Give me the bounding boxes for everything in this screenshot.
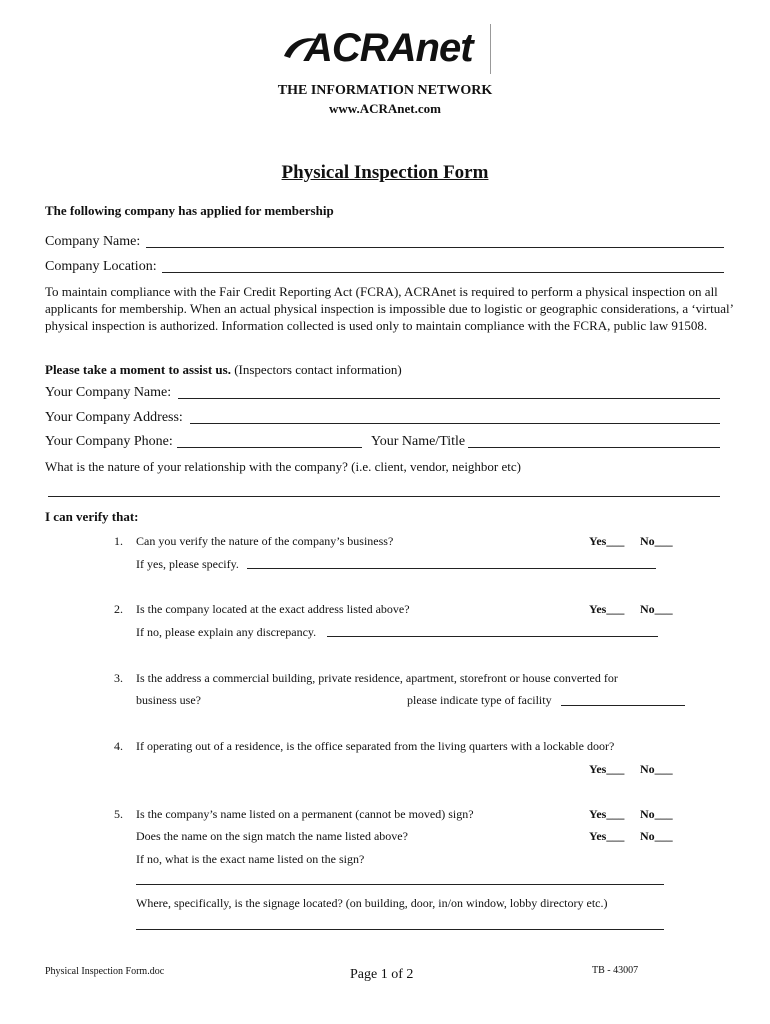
q3-text: Is the address a commercial building, private residence, apartment, storefront or house converted for [136, 671, 618, 685]
q3-line2: business use? [136, 693, 201, 707]
your-company-phone-label: Your Company Phone: [45, 434, 173, 449]
org-website: www.ACRAnet.com [329, 101, 441, 116]
footer-filename: Physical Inspection Form.doc [45, 966, 165, 977]
q1-no[interactable]: No___ [640, 534, 673, 548]
q2-text: Is the company located at the exact address listed above? [136, 602, 410, 616]
q3-facility-field[interactable] [561, 705, 685, 706]
q2-no[interactable]: No___ [640, 602, 673, 616]
q4-no[interactable]: No___ [640, 762, 673, 776]
logo-text: ACRAnet [304, 26, 473, 70]
company-name-field[interactable] [146, 247, 724, 248]
q5-text: Is the company’s name listed on a permanent (cannot be moved) sign? [136, 807, 474, 821]
q5-sub2: If no, what is the exact name listed on the sign? [136, 852, 365, 866]
logo-divider [490, 24, 491, 74]
q5-sign-name-field[interactable] [136, 884, 664, 885]
company-location-label: Company Location: [45, 259, 157, 274]
q5-yes[interactable]: Yes___ [589, 807, 625, 821]
company-name-label: Company Name: [45, 234, 141, 249]
your-company-address-label: Your Company Address: [45, 410, 183, 425]
relationship-field[interactable] [48, 496, 720, 497]
assist-rest: (Inspectors contact information) [230, 362, 402, 377]
q5-no[interactable]: No___ [640, 807, 673, 821]
q4-yes[interactable]: Yes___ [589, 762, 625, 776]
your-company-name-label: Your Company Name: [45, 385, 172, 400]
your-company-address-field[interactable] [190, 423, 720, 424]
q4-text: If operating out of a residence, is the office separated from the living quarters with a lockable door? [136, 739, 615, 753]
assist-line [45, 362, 402, 378]
q5-signage-location-field[interactable] [136, 929, 664, 930]
your-name-title-field[interactable] [468, 447, 720, 448]
assist-bold: Please take a moment to assist us. [45, 362, 231, 377]
q1-sub: If yes, please specify. [136, 557, 239, 571]
acranet-logo [282, 20, 498, 76]
q1-yes[interactable]: Yes___ [589, 534, 625, 548]
company-location-field[interactable] [162, 272, 724, 273]
q5-number: 5. [114, 807, 123, 821]
q1-specify-field[interactable] [247, 568, 656, 569]
q3-indicate: please indicate type of facility [407, 693, 552, 707]
page-title: Physical Inspection Form [281, 162, 489, 183]
relationship-question: What is the nature of your relationship with the company? (i.e. client, vendor, neighbor etc) [45, 459, 521, 474]
q5-sub1: Does the name on the sign match the name listed above? [136, 829, 408, 843]
verify-heading: I can verify that: [45, 509, 139, 524]
q2-explain-field[interactable] [327, 636, 658, 637]
q2-sub: If no, please explain any discrepancy. [136, 625, 317, 639]
org-name: THE INFORMATION NETWORK [277, 83, 493, 98]
q1-number: 1. [114, 534, 123, 548]
q5-sub1-no[interactable]: No___ [640, 829, 673, 843]
your-company-name-field[interactable] [178, 398, 720, 399]
footer-page-number: Page 1 of 2 [350, 967, 414, 982]
q4-number: 4. [114, 739, 123, 753]
your-name-title-label: Your Name/Title [371, 434, 466, 449]
intro-heading: The following company has applied for membership [45, 203, 334, 218]
q2-number: 2. [114, 602, 123, 616]
q5-sub3: Where, specifically, is the signage located? (on building, door, in/on window, lobby directory etc.) [136, 896, 608, 910]
q5-sub1-yes[interactable]: Yes___ [589, 829, 625, 843]
q3-number: 3. [114, 671, 123, 685]
q1-text: Can you verify the nature of the company’s business? [136, 534, 394, 548]
q2-yes[interactable]: Yes___ [589, 602, 625, 616]
your-company-phone-field[interactable] [177, 447, 362, 448]
footer-code: TB - 43007 [592, 965, 639, 976]
compliance-paragraph: To maintain compliance with the Fair Credit Reporting Act (FCRA), ACRAnet is required to perform a physical inspection on all applicants for membership. When an actual physical inspection is impossible due to logistic or geographic considerations, a ‘virtual’ physical inspection is authorized. Information collected is used only to maintain compliance with the FCRA, public law 91508. [45, 284, 733, 333]
